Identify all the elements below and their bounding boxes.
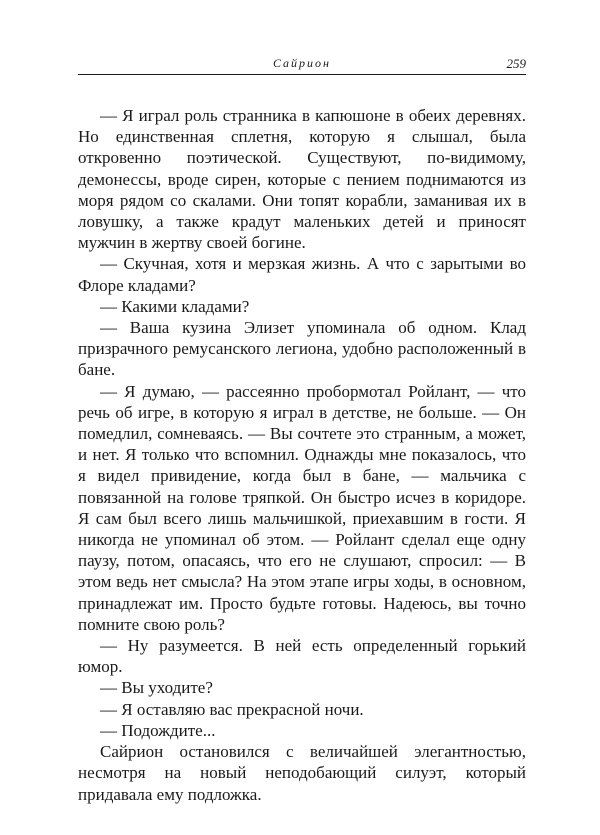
paragraph: — Я играл роль странника в капюшоне в обеих деревнях. Но единственная сплетня, которую я слышал, была откровенно поэтической. Существуют, по-видимому, демонессы, вроде сирен, которые с пением поднимаются из моря рядом со скалами. Они топят корабли, заманивая их в ловушку, а также крадут маленьких детей и приносят мужчин в жертву своей богине. xyxy=(78,106,526,253)
book-page xyxy=(78,54,526,805)
paragraph: Сайрион остановился с величайшей элегантностью, несмотря на новый неподобающий силуэт, который придавала ему подложка. xyxy=(78,742,526,804)
page-number: 259 xyxy=(506,56,526,71)
running-title: Сайрион xyxy=(272,56,332,70)
paragraph: — Ну разумеется. В ней есть определенный горький юмор. xyxy=(78,636,526,677)
paragraph: — Вы уходите? xyxy=(100,678,213,698)
paragraph: — Скучная, хотя и мерзкая жизнь. А что с зарытыми во Флоре кладами? xyxy=(78,254,526,295)
paragraph: — Подождите... xyxy=(100,720,216,740)
body-text xyxy=(78,105,526,805)
running-head xyxy=(78,54,526,72)
paragraph: — Я думаю, — рассеянно пробормотал Ройлант, — что речь об игре, в которую я играл в детстве, не больше. — Он помедлил, сомневаясь. — Вы сочтете это странным, а может, и нет. Я только что вспомнил. Однажды мне показалось, что я видел привидение, когда был в бане, — мальчика с повязанной на голове тряпкой. Он быстро исчез в коридоре. Я сам был всего лишь мальчишкой, приехавшим в гости. Я никогда не упоминал об этом. — Ройлант сделал еще одну паузу, потом, опасаясь, что его не слушают, спросил: — В этом ведь нет смысла? На этом этапе игры ходы, в основном, принадлежат им. Просто будьте готовы. Надеюсь, вы точно помните свою роль? xyxy=(78,381,526,634)
paragraph: — Ваша кузина Элизет упоминала об одном. Клад призрачного ремусанского легиона, удобно расположенный в бане. xyxy=(78,318,526,380)
paragraph: — Какими кладами? xyxy=(100,296,250,316)
header-rule xyxy=(78,74,526,75)
paragraph: — Я оставляю вас прекрасной ночи. xyxy=(100,699,364,719)
